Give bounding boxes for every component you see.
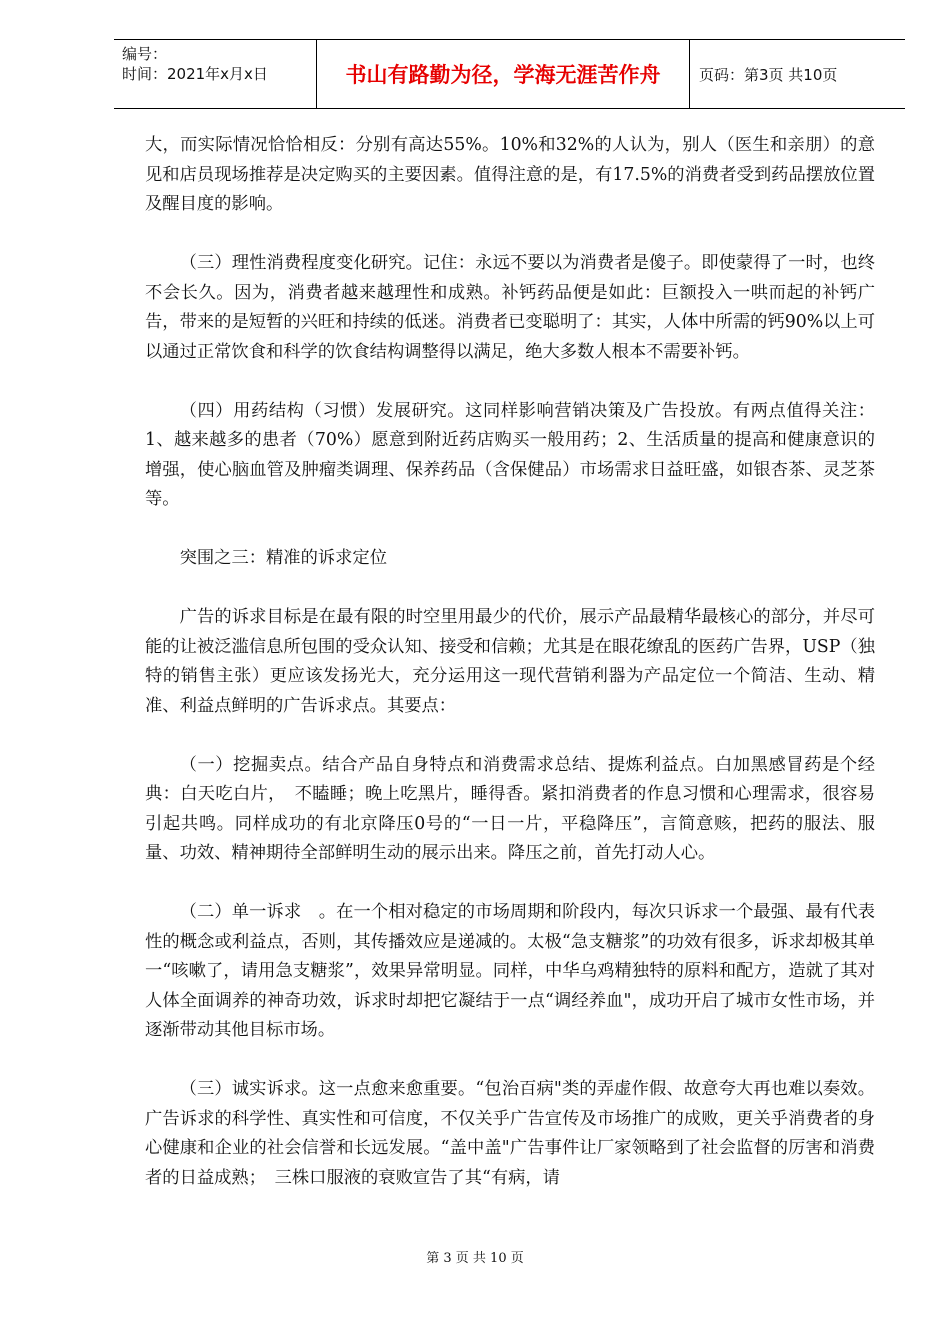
paragraph: （三）理性消费程度变化研究。记住：永远不要以为消费者是傻子。即使蒙得了一时，也终不会长久。因为，消费者越来越理性和成熟。补钙药品便是如此：巨额投入一哄而起的补钙广告，带来的是短暂的兴旺和持续的低迷。消费者已变聪明了：其实，人体中所需的钙90%以上可以通过正常饮食和科学的饮食结构调整得以满足，绝大多数人根本不需要补钙。 — [145, 253, 875, 362]
page-footer: 第 3 页 共 10 页 — [426, 1251, 524, 1266]
time-line: 时间：2021年x月x日 — [122, 65, 268, 83]
paragraph: 大，而实际情况恰恰相反：分别有高达55%。10%和32%的人认为，别人（医生和亲朋）的意见和店员现场推荐是决定购买的主要因素。值得注意的是，有17.5%的消费者受到药品摆放位置及醒目度的影响。 — [145, 135, 875, 214]
page-code: 页码：第3页 共10页 — [699, 65, 838, 84]
paragraph: （一）挖掘卖点。结合产品自身特点和消费需求总结、提炼利益点。白加黑感冒药是个经典：白天吃白片， 不瞌睡；晚上吃黑片，睡得香。紧扣消费者的作息习惯和心理需求，很容易引起共鸣。同样成功的有北京降压0号的“一日一片，平稳降压”，言简意赅，把药的服法、服量、功效、精神期待全部鲜明生动的展示出来。降压之前，首先打动人心。 — [145, 754, 875, 863]
header-info-cell — [114, 40, 317, 108]
paragraph: （二）单一诉求 。在一个相对稳定的市场周期和阶段内，每次只诉求一个最强、最有代表性的概念或利益点，否则，其传播效应是递减的。太极“急支糖浆”的功效有很多，诉求却极其单一“咳嗽了，请用急支糖浆”，效果异常明显。同样，中华乌鸡精独特的原料和配方，造就了其对人体全面调养的神奇功效，诉求时却把它凝结于一点“调经养血"，成功开启了城市女性市场，并逐渐带动其他目标市场。 — [145, 902, 875, 1040]
paragraph: （四）用药结构（习惯）发展研究。这同样影响营销决策及广告投放。有两点值得关注：1、越来越多的患者（70%）愿意到附近药店购买一般用药；2、生活质量的提高和健康意识的增强，使心脑血管及肿瘤类调理、保养药品（含保健品）市场需求日益旺盛，如银杏茶、灵芝茶等。 — [145, 400, 875, 509]
document-body — [145, 131, 875, 1223]
motto: 书山有路勤为径，学海无涯苦作舟 — [317, 40, 690, 108]
paragraph: 突围之三：精准的诉求定位 — [179, 548, 387, 568]
serial-label: 编号： — [122, 45, 168, 63]
document-header — [114, 39, 905, 109]
paragraph: （三）诚实诉求。这一点愈来愈重要。“包治百病"类的弄虚作假、故意夸大再也难以奏效。广告诉求的科学性、真实性和可信度，不仅关乎广告宣传及市场推广的成败，更关乎消费者的身心健康和企业的社会信誉和长远发展。“盖中盖"广告事件让厂家领略到了社会监督的厉害和消费者的日益成熟； 三株口服液的衰败宣告了其“有病，请 — [145, 1079, 875, 1188]
paragraph: 广告的诉求目标是在最有限的时空里用最少的代价，展示产品最精华最核心的部分，并尽可能的让被泛滥信息所包围的受众认知、接受和信赖；尤其是在眼花缭乱的医药广告界，USP（独特的销售主张）更应该发扬光大，充分运用这一现代营销利器为产品定位一个简洁、生动、精准、利益点鲜明的广告诉求点。其要点： — [145, 607, 875, 716]
